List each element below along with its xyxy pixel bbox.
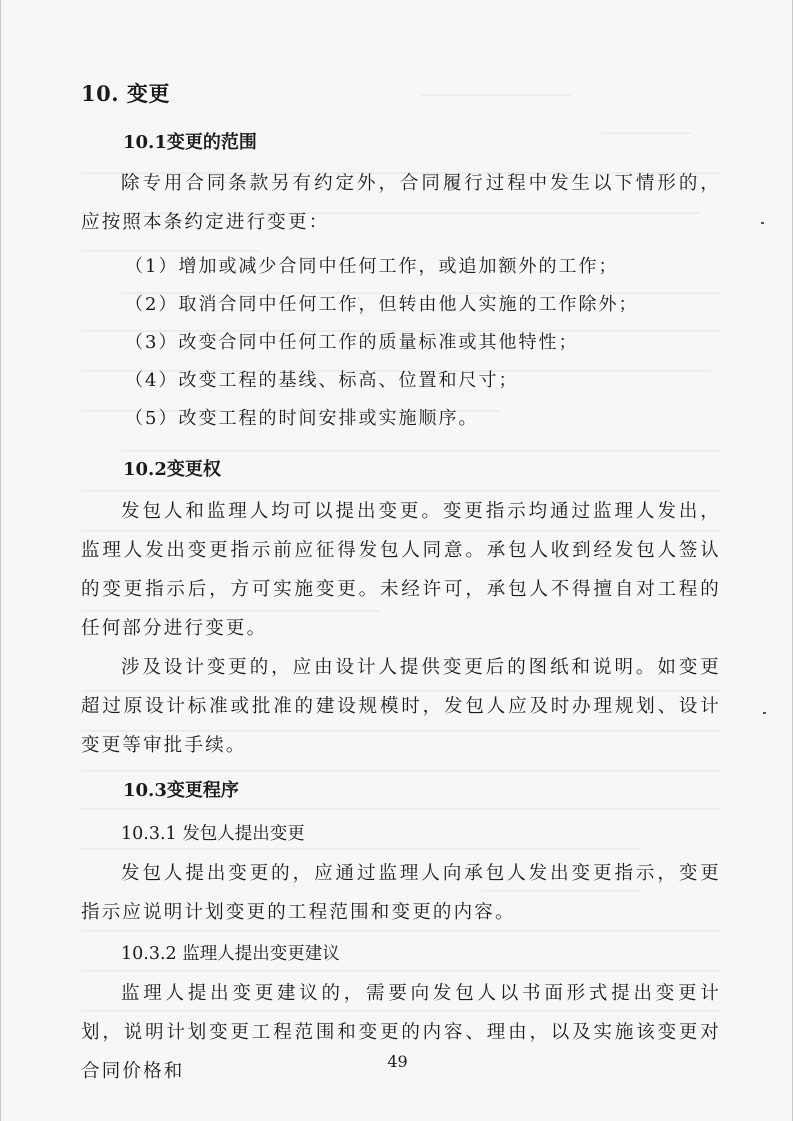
scope-item-5: （5）改变工程的时间安排或实施顺序。 <box>125 408 479 429</box>
engineer-change-para: 监理人提出变更建议的，需要向发包人以书面形式提出变更计划，说明计划变更工程范围和变更的内容、理由，以及实施该变更对合同价格和 <box>81 983 721 1082</box>
heading-10-2: 10.2变更权 <box>123 459 221 480</box>
scope-item-2: （2）取消合同中任何工作，但转由他人实施的工作除外； <box>125 294 639 315</box>
scope-intro: 除专用合同条款另有约定外，合同履行过程中发生以下情形的，应按照本条约定进行变更： <box>81 173 721 233</box>
scope-item-3: （3）改变合同中任何工作的质量标准或其他特性； <box>125 332 579 353</box>
change-right-para-1: 发包人和监理人均可以提出变更。变更指示均通过监理人发出，监理人发出变更指示前应征得发包人同意。承包人收到经发包人签认的变更指示后，方可实施变更。未经许可，承包人不得擅自对工程的任何部分进行变更。 <box>81 501 721 639</box>
scan-speck <box>763 712 766 714</box>
heading-10-3-2: 10.3.2 监理人提出变更建议 <box>121 944 340 964</box>
scan-speck <box>761 222 764 224</box>
scope-item-4: （4）改变工程的基线、标高、位置和尺寸； <box>125 370 519 391</box>
heading-10-3: 10.3变更程序 <box>123 780 239 801</box>
section-title: 10. 变更 <box>81 81 170 106</box>
page-number: 49 <box>387 1052 408 1071</box>
heading-10-3-1: 10.3.1 发包人提出变更 <box>121 824 305 844</box>
employer-change-para: 发包人提出变更的，应通过监理人向承包人发出变更指示，变更指示应说明计划变更的工程范围和变更的内容。 <box>81 863 721 923</box>
scope-item-1: （1）增加或减少合同中任何工作，或追加额外的工作； <box>125 256 619 277</box>
change-right-para-2: 涉及设计变更的，应由设计人提供变更后的图纸和说明。如变更超过原设计标准或批准的建设规模时，发包人应及时办理规划、设计变更等审批手续。 <box>81 657 721 756</box>
heading-10-1: 10.1变更的范围 <box>123 132 257 153</box>
